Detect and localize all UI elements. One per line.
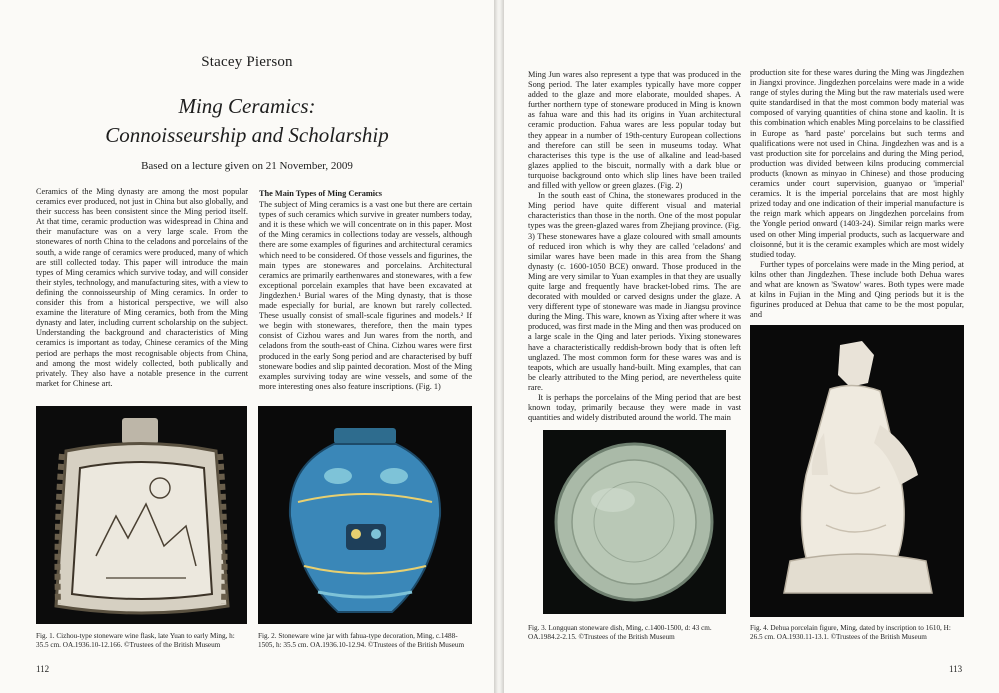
longquan-dish-illustration: [543, 430, 726, 614]
fig4-image: [750, 325, 964, 617]
intro-column: [36, 187, 248, 397]
porcelain-intro-paragraph: It is perhaps the porcelains of the Ming period that are best known today, primarily because they were made in vast quantities and widely distributed around the world. The main: [528, 393, 741, 422]
fig1-caption: Fig. 1. Cizhou-type stoneware wine flask, late Yuan to early Ming, h: 35.5 cm. OA.1936.10-12.166. ©Trustees of the British Museum: [36, 632, 235, 649]
left-page: [0, 0, 494, 693]
fig2-image: [258, 406, 472, 624]
title-line-2: Connoisseurship and Scholarship: [105, 123, 389, 147]
main-types-paragraph: The subject of Ming ceramics is a vast one but there are certain types of such ceramics which survive in greater numbers today, and it is these which we will concentrate on in this paper. Most of the Ming ceramics in collections today are vessels, although there are some examples of figurines and architectural ceramics which need to be considered. Of those vessels and figurines, the main types are stonewares and porcelains. Architectural ceramics are primarily earthenwares and stonewares, with a few exceptional porcelain examples that have been excavated at Jingdezhen.¹ Burial wares of the Ming dynasty, that is those made especially for burial, are known but rarely collected. These usually consist of small-scale figurines and models.² If we begin with stonewares, therefore, then the main types consist of Cizhou wares and Jun wares from the north, and celadons from the south-east of China. Cizhou wares were first produced in the early Song period and are characterised by buff stoneware bodies and slip painted decoration. Most of the Ming examples surviving today are wine vessels, and some of the more interesting ones also feature inscriptions. (Fig. 1): [259, 200, 472, 391]
right-column-2: [750, 68, 964, 320]
page-number-left: 112: [36, 664, 50, 674]
fig1-image: [36, 406, 247, 624]
fahua-jar-illustration: [258, 406, 472, 624]
dehua-figure-illustration: [750, 325, 964, 617]
fig4-caption: Fig. 4. Dehua porcelain figure, Ming, dated by inscription to 1610, H: 26.5 cm. OA.1930.11-13.1. ©Trustees of the British Museum: [750, 624, 951, 641]
lecture-note: Based on a lecture given on 21 November, 2009: [141, 160, 353, 172]
author-name: Stacey Pierson: [201, 54, 293, 70]
fig3-image: [543, 430, 726, 614]
dehua-paragraph: Further types of porcelains were made in the Ming period, at kilns other than Jingdezhen. These include both Dehua wares and what are known as 'Swatow' wares. Both types were made at kilns in Fujian in the Ming and Qing periods but it is the figurines produced at Dehua that came to be the most popular, and: [750, 259, 964, 320]
section-heading: The Main Types of Ming Ceramics: [259, 189, 382, 198]
intro-paragraph: Ceramics of the Ming dynasty are among the most popular ceramics ever produced, not just in China but also globally, and their success has been consistent since the Ming period itself. At that time, ceramic production was widespread in China and their manufacture was on a very large scale. From the stonewares of north China to the celadons and porcelains of the south, a wide range of ceramics were produced, many of which are still collected today. This paper will introduce the main types of Ming ceramics which survive today, and will consider their styles, technology, and manufacturing sites, with a view to defining the connoisseurship of Ming ceramics. In order to consider this from a historical perspective, we will also examine the literature of Ming ceramics, both from the Ming dynasty and later, including current scholarship on the subject. Understanding the background and characteristics of Ming ceramics is important as today, Chinese ceramics of the Ming period are perhaps the most recognisable objects from China, and among the most widely collected, both publically and privately. They also have a notable presence in the current market for Chinese art.: [36, 187, 248, 388]
book-gutter: [494, 0, 504, 693]
page-number-right: 113: [949, 664, 963, 674]
celadon-paragraph: In the south east of China, the stonewares produced in the Ming period have quite different visual and material characteristics than those in the north. One of the most popular types was the green-glazed wares from Zhejiang province. (Fig. 3) These stonewares have a glaze coloured with small amounts of reduced iron which is why they are called 'celadons' and similar wares have been made in this area from the Shang dynasty (c. 1600-1050 BCE) onward. Those produced in the Ming are very similar to Yuan examples in that they are usually quite large and frequently have bracket-lobed rims. The are decorated with moulded or carved designs under the glaze. A very different type of stoneware was made in Jiangsu province during the Ming. This ware, known as Yixing after where it was produced, was first made in the Ming and then was produced on a large scale in the Qing and later periods. Yixing stonewares have a characteristically reddish-brown body that is often left unglazed. The most common form for these wares was and is teapots, which are usually hand-built. Ming examples, that can be clearly attributed to the Ming period, are nevertheless quite rare.: [528, 191, 741, 392]
jingdezhen-paragraph: production site for these wares during the Ming was Jingdezhen in Jiangxi province. Jingdezhen porcelains were made in a wide range of styles during the Ming but the raw materials used were quite standardised in that the most common body material was composed of varying quantities of china stone and kaolin. It is this combination which enables Ming porcelains to be classified in Europe as 'hard paste' porcelains but such terms and qualifications were not used in China. Jingdezhen was and is a vast production site for porcelains and during the Ming period, production was divided between kilns producing commercial products (known as minyao in Chinese) and those producing ceramics under court supervision, guanyao or 'imperial' ceramics. It is the imperial porcelains that are most highly prized today and one indication of their imperial manufacture is the reign mark which appears on Jingdezhen porcelains from the Yongle period onward (1403-24). Similar reign marks were used on other Ming imperial products, such as lacquerware and cloisonné, but it is the ceramic examples which are most widely studied today.: [750, 68, 964, 259]
right-column-1: [528, 70, 741, 422]
title-line-1: Ming Ceramics:: [178, 94, 316, 118]
fig3-caption: Fig. 3. Longquan stoneware dish, Ming, c.1400-1500, d: 43 cm. OA.1984.2-2.15. ©Trustees of the British Museum: [528, 624, 712, 641]
fig2-caption: Fig. 2. Stoneware wine jar with fahua-type decoration, Ming, c.1488-1505, h: 35.5 cm. OA.1936.10-12.94. ©Trustees of the British Museum: [258, 632, 465, 649]
fahua-paragraph: Ming Jun wares also represent a type that was produced in the Song period. The later examples typically have more copper added to the glaze and more elaborate, moulded shapes. A further northern type of stoneware produced in Ming is known as fahua ware and this had its origins in Yuan architectural ceramic production. Fahua wares are less popular today but they appear in a number of 19th-century European collections and therefore can still be seen in museums today. What characterises this type is the use of alkaline and lead-based glazes applied to the biscuit, normally with a dark blue or turquoise background onto which slip lines have been trailed and filled with yellow or green glazes. (Fig. 2): [528, 70, 741, 191]
right-page: [504, 0, 999, 693]
cizhou-flask-illustration: [36, 406, 247, 624]
main-types-column: [259, 189, 472, 401]
article-title: [0, 92, 494, 150]
